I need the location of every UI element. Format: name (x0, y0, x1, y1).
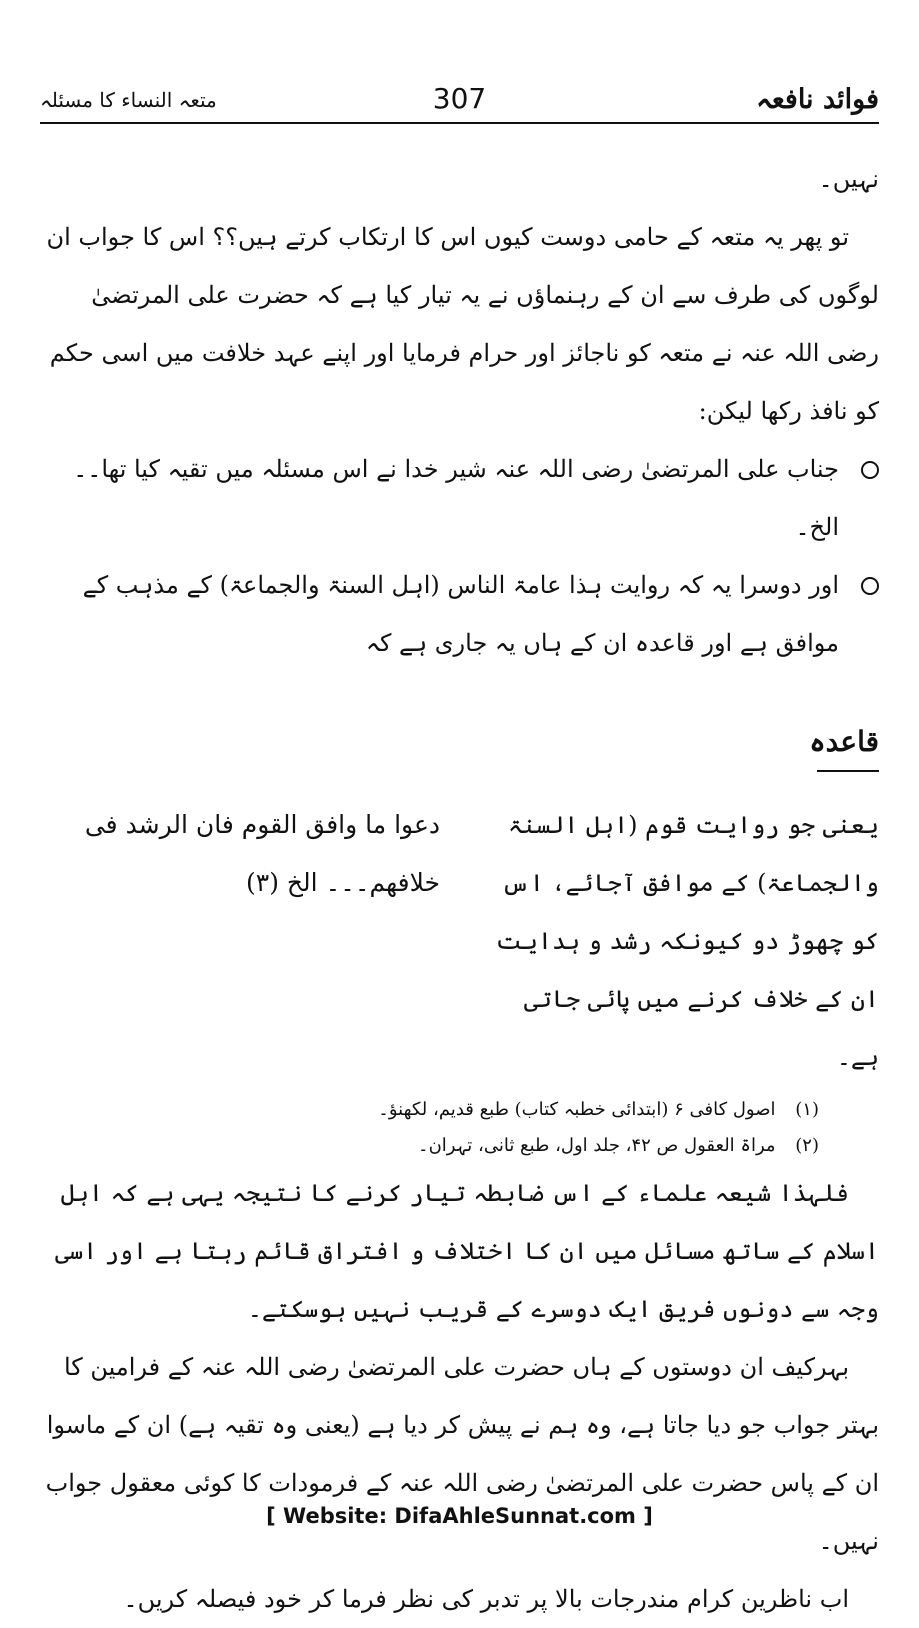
heading-underline (817, 770, 879, 772)
bullet-item (40, 440, 879, 556)
bullet-item (40, 556, 879, 672)
paragraph-4: بہرکیف ان دوستوں کے ہاں حضرت علی المرتضیٰ رضی اللہ عنہ کے فرامین کا بہتر جواب جو دیا جاتا ہے، وہ ہم نے پیش کر دیا ہے (یعنی وہ تقیہ ہے) ان کے ماسوا ان کے پاس حضرت علی المرتضیٰ رضی اللہ عنہ کے فرمودات کا کوئی معقول جواب نہیں۔ (45, 1353, 879, 1555)
section-heading: قاعدہ (809, 725, 879, 758)
circle-bullet-icon (861, 461, 879, 479)
page-body (40, 150, 879, 1628)
footnote-text: اصول کافی ۶ (ابتدائی خطبہ کتاب) طبع قدیم، لکھنؤ۔ (378, 1099, 776, 1120)
footnote-number: (۱) (795, 1099, 819, 1120)
bullet-text: اور دوسرا یہ کہ روایت ہذا عامۃ الناس (اہل السنۃ والجماعۃ) کے مذہب کے موافق ہے اور قاعدہ ان کے ہاں یہ جاری ہے کہ (82, 571, 839, 657)
page-header (40, 78, 879, 122)
book-title: فوائد نافعہ (756, 84, 879, 115)
website-footer: [ Website: DifaAhleSunnat.com ] (266, 1504, 653, 1528)
chapter-title: متعہ النساء کا مسئلہ (40, 88, 217, 112)
paragraph-5: اب ناظرین کرام مندرجات بالا پر تدبر کی نظر فرما کر خود فیصلہ کریں۔ (123, 1585, 849, 1613)
qaida-block (40, 796, 879, 1086)
qaida-translation: یعنی جو روایت قوم (اہل السنۃ والجماعۃ) کے موافق آجائے، اس کو چھوڑ دو کیونکہ رشد و ہدایت ان کے خلاف کرنے میں پائی جاتی ہے۔ (495, 811, 879, 1071)
bullet-text: جناب علی المرتضیٰ رضی اللہ عنہ شیر خدا نے اس مسئلہ میں تقیہ کیا تھا۔۔ الخ۔ (73, 455, 839, 541)
paragraph-1: نہیں۔ (818, 165, 879, 193)
footnote-text: مراۃ العقول ص ۴۲، جلد اول، طبع ثانی، تہران۔ (418, 1135, 776, 1156)
footnote (40, 1128, 879, 1164)
footnote-number: (۲) (795, 1135, 819, 1156)
qaida-arabic-text: دعوا ما وافق القوم فان الرشد فی خلافھم۔۔۔ الخ (۳) (84, 810, 440, 897)
page-number: 307 (432, 82, 487, 115)
header-divider (40, 122, 879, 124)
circle-bullet-icon (861, 577, 879, 595)
footnote (40, 1092, 879, 1128)
paragraph-3: فلہذا شیعہ علماء کے اس ضابطہ تیار کرنے کا نتیجہ یہی ہے کہ اہل اسلام کے ساتھ مسائل میں ان کا اختلاف و افتراق قائم رہتا ہے اور اسی وجہ سے دونوں فریق ایک دوسرے کے قریب نہیں ہوسکتے۔ (55, 1179, 879, 1323)
paragraph-2: تو پھر یہ متعہ کے حامی دوست کیوں اس کا ارتکاب کرتے ہیں؟؟ اس کا جواب ان لوگوں کی طرف سے ان کے رہنماؤں نے یہ تیار کیا ہے کہ حضرت علی المرتضیٰ رضی اللہ عنہ نے متعہ کو ناجائز اور حرام فرمایا اور اپنے عہد خلافت میں اسی حکم کو نافذ رکھا لیکن: (46, 223, 879, 425)
